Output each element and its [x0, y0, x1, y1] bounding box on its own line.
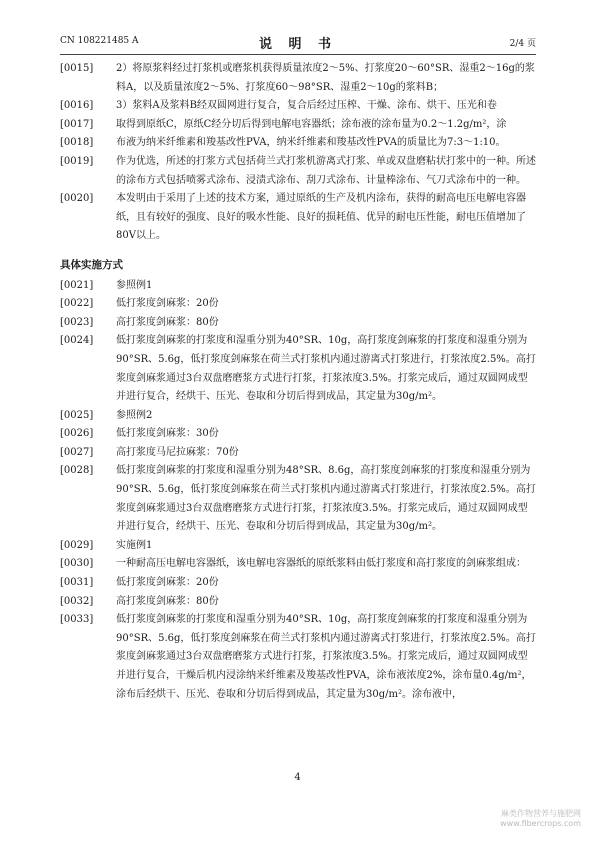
publication-number: CN 108221485 A	[60, 36, 139, 46]
paragraph	[60, 277, 536, 296]
paragraph-number: [0020]	[60, 193, 94, 205]
paragraph	[60, 611, 536, 704]
paragraph-text: 低打浆度剑麻浆：20份	[116, 577, 219, 589]
paragraph-text: 作为优选，所述的打浆方式包括荷兰式打浆机游离式打浆、单或双盘磨粘状打浆中的一种。所述的涂布方式包括喷雾式涂布、浸渍式涂布、刮刀式涂布、计量棒涂布、气刀式涂布中的一种。	[116, 155, 536, 186]
paragraph-number: [0030]	[60, 558, 94, 570]
paragraph-number: [0032]	[60, 595, 94, 607]
page-indicator: 2/4 页	[509, 39, 536, 49]
paragraph-number: [0015]	[60, 63, 94, 74]
paragraph	[60, 295, 536, 314]
paragraph	[60, 134, 536, 153]
paragraph	[60, 153, 536, 190]
page-header	[60, 36, 536, 52]
paragraph-text: 2）将原浆料经过打浆机或磨浆机获得质量浓度2～5%、打浆度20～60°SR、湿重2～16g的浆料A，以及质量浓度2～5%、打浆度60～98°SR、湿重2～10g的浆料B；	[116, 63, 535, 93]
paragraph-text: 高打浆度马尼拉麻浆：70份	[116, 446, 239, 458]
paragraph-text: 布液为纳米纤维素和羧基改性PVA，纳米纤维素和羧基改性PVA的质量比为7:3～1:10。	[116, 137, 506, 149]
paragraph-text: 低打浆度剑麻浆的打浆度和湿重分别为40°SR、10g，高打浆度剑麻浆的打浆度和湿重分别为90°SR、5.6g，低打浆度剑麻浆在荷兰式打浆机内通过游离式打浆进行，打浆浓度2.5%。高打浆度剑麻浆通过3台双盘磨磨浆方式进行打浆，打浆浓度3.5%。打浆完成后，通过双圆网成型并进行复合，干燥后机内浸涂纳米纤维素及羧基改性PVA，涂布液浓度2%，涂布量0.4g/m²，涂布后经烘干、压光、卷取和分切后得到成品，其定量为30g/m²。涂布液中，	[116, 614, 536, 700]
paragraph	[60, 593, 536, 612]
page-number: 4	[294, 772, 301, 783]
paragraph-text: 实施例1	[116, 539, 153, 551]
paragraph	[60, 555, 536, 574]
paragraph	[60, 314, 536, 333]
paragraph-text: 本发明由于采用了上述的技术方案，通过原纸的生产及机内涂布，获得的耐高电压电解电容器纸，且有较好的强度、良好的吸水性能、良好的损耗值、优异的耐电压性能，耐电压值增加了80V以上。	[116, 193, 526, 242]
paragraph-number: [0018]	[60, 137, 94, 149]
paragraph-text: 高打浆度剑麻浆：80份	[116, 595, 219, 607]
paragraph-number: [0025]	[60, 409, 94, 421]
paragraph-text: 低打浆度剑麻浆：20份	[116, 298, 219, 310]
paragraph-text: 参照例1	[116, 279, 153, 291]
paragraph	[60, 444, 536, 463]
paragraph-number: [0029]	[60, 539, 94, 551]
paragraph-number: [0022]	[60, 298, 94, 310]
paragraph-number: [0024]	[60, 335, 94, 347]
section-heading: 具体实施方式	[60, 258, 123, 271]
paragraph-number: [0028]	[60, 465, 94, 477]
paragraph	[60, 407, 536, 426]
paragraph-text: 3）浆料A及浆料B经双圆网进行复合，复合后经过压榨、干燥、涂布、烘干、压光和卷	[116, 100, 497, 112]
paragraph-number: [0031]	[60, 577, 94, 589]
paragraph-number: [0017]	[60, 118, 94, 130]
paragraph	[60, 116, 536, 135]
paragraph	[60, 462, 536, 536]
paragraph	[60, 60, 536, 97]
paragraph	[60, 574, 536, 593]
paragraph	[60, 425, 536, 444]
paragraph-text: 低打浆度剑麻浆的打浆度和湿重分别为40°SR、10g，高打浆度剑麻浆的打浆度和湿重分别为90°SR、5.6g，低打浆度剑麻浆在荷兰式打浆机内通过游离式打浆进行，打浆浓度2.5%。高打浆度剑麻浆通过3台双盘磨磨浆方式进行打浆，打浆浓度3.5%。打浆完成后，通过双圆网成型并进行复合，经烘干、压光、卷取和分切后得到成品，其定量为30g/m²。	[116, 335, 536, 403]
paragraph-number: [0026]	[60, 428, 94, 440]
paragraph	[60, 97, 536, 116]
paragraph-number: [0033]	[60, 614, 94, 626]
header-rule	[60, 54, 536, 55]
paragraph-number: [0023]	[60, 316, 94, 328]
paragraph-text: 低打浆度剑麻浆的打浆度和湿重分别为48°SR、8.6g，高打浆度剑麻浆的打浆度和湿重分别为90°SR、5.6g，低打浆度剑麻浆在荷兰式打浆机内通过游离式打浆进行，打浆浓度2.5%。高打浆度剑麻浆通过3台双盘磨磨浆方式进行打浆，打浆浓度3.5%。打浆完成后，通过双圆网成型并进行复合，经烘干、压光、卷取和分切后得到成品，其定量为30g/m²。	[116, 465, 536, 533]
paragraph-text: 一种耐高压电解电容器纸，该电解电容器纸的原纸浆料由低打浆度和高打浆度的剑麻浆组成：	[116, 558, 526, 570]
paragraph-number: [0016]	[60, 100, 94, 112]
document-title: 说 明 书	[258, 37, 338, 52]
paragraph-text: 低打浆度剑麻浆：30份	[116, 428, 219, 440]
watermark	[500, 809, 581, 829]
watermark-line: 麻类作物营养与施肥网	[501, 809, 581, 818]
paragraph-text: 取得到原纸C，原纸C经分切后得到电解电容器纸；涂布液的涂布量为0.2～1.2g/m²，涂	[116, 118, 507, 130]
paragraph-text: 参照例2	[116, 409, 153, 421]
paragraph	[60, 332, 536, 406]
paragraph-number: [0019]	[60, 155, 94, 167]
watermark-line: www.fibercrops.com	[500, 819, 581, 828]
document-body	[60, 60, 536, 704]
paragraph-number: [0021]	[60, 279, 94, 291]
paragraph	[60, 537, 536, 556]
paragraph	[60, 190, 536, 246]
paragraph-number: [0027]	[60, 446, 94, 458]
paragraph-text: 高打浆度剑麻浆：80份	[116, 316, 219, 328]
